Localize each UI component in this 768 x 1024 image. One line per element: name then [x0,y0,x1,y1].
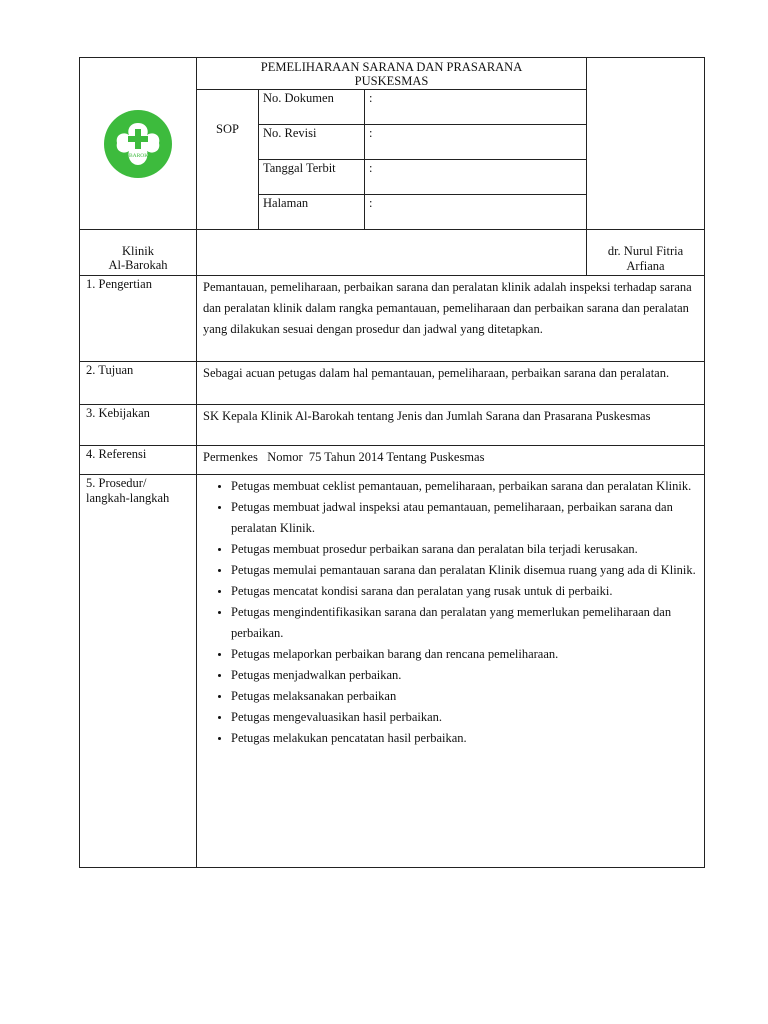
top-right-blank-cell [587,58,705,230]
title-line-2: PUSKESMAS [354,74,429,88]
tujuan-text: Sebagai acuan petugas dalam hal pemantauan, pemeliharaan, perbaikan sarana dan peralatan. [197,362,705,405]
logo-cell [80,58,197,230]
list-item: • Petugas mencatat kondisi sarana dan peralatan yang rusak untuk di perbaiki. [231,581,696,602]
document-title [197,58,587,90]
list-item: • Petugas mengindentifikasikan sarana dan peralatan yang memerlukan pemeliharaan dan perbaikan. [231,602,696,644]
list-item: • Petugas menjadwalkan perbaikan. [231,665,696,686]
list-item: • Petugas membuat ceklist pemantauan, pemeliharaan, perbaikan sarana dan peralatan Klinik. [231,476,696,497]
meta-value-halaman: : [365,195,587,230]
clinic-logo-icon [103,109,173,179]
meta-value-tanggal-terbit: : [365,160,587,195]
list-item: • Petugas melaksanakan perbaikan [231,686,696,707]
meta-label-tanggal-terbit: Tanggal Terbit [259,160,365,195]
clinic-name-cell [80,230,197,276]
clinic-name-line-1: Klinik [122,244,154,258]
pengertian-text: Pemantauan, pemeliharaan, perbaikan sarana dan peralatan klinik adalah inspeksi terhadap sarana dan peralatan klinik dalam rangka pemantauan, pemeliharaan dan perbaikan sarana dan peralatan yang dilakukan sesuai dengan prosedur dan jadwal yang ditetapkan. [197,276,705,362]
list-item: • Petugas memulai pemantauan sarana dan peralatan Klinik disemua ruang yang ada di Klinik. [231,560,696,581]
referensi-label: 4. Referensi [80,446,197,475]
list-item: • Petugas melaporkan perbaikan barang dan rencana pemeliharaan. [231,644,696,665]
meta-value-no-dokumen: : [365,90,587,125]
prosedur-label-line-2: langkah-langkah [86,491,170,505]
kebijakan-label: 3. Kebijakan [80,405,197,446]
tujuan-label: 2. Tujuan [80,362,197,405]
svg-text:AL-BAROKAH: AL-BAROKAH [119,152,157,159]
kebijakan-text: SK Kepala Klinik Al-Barokah tentang Jenis dan Jumlah Sarana dan Prasarana Puskesmas [197,405,705,446]
meta-label-no-revisi: No. Revisi [259,125,365,160]
list-item: • Petugas mengevaluasikan hasil perbaikan. [231,707,696,728]
referensi-text: Permenkes Nomor 75 Tahun 2014 Tentang Puskesmas [197,446,705,475]
clinic-name-line-2: Al-Barokah [108,258,168,272]
signer-cell [587,230,705,276]
sop-document [79,57,704,868]
pengertian-label: 1. Pengertian [80,276,197,362]
sop-label: SOP [197,90,259,230]
signer-name-line-1: dr. Nurul Fitria [607,244,684,258]
prosedur-label [80,475,197,868]
prosedur-list [203,476,696,749]
meta-label-halaman: Halaman [259,195,365,230]
list-item: • Petugas melakukan pencatatan hasil perbaikan. [231,728,696,749]
sop-table [79,57,705,868]
meta-value-no-revisi: : [365,125,587,160]
meta-label-no-dokumen: No. Dokumen [259,90,365,125]
prosedur-label-line-1: 5. Prosedur/ [86,476,147,490]
title-line-1: PEMELIHARAAN SARANA DAN PRASARANA [260,60,523,74]
list-item: • Petugas membuat jadwal inspeksi atau pemantauan, pemeliharaan, perbaikan sarana dan peralatan Klinik. [231,497,696,539]
signature-blank-cell [197,230,587,276]
list-item: • Petugas membuat prosedur perbaikan sarana dan peralatan bila terjadi kerusakan. [231,539,696,560]
signer-name-line-2: Arfiana [626,259,665,273]
prosedur-steps [197,475,705,868]
